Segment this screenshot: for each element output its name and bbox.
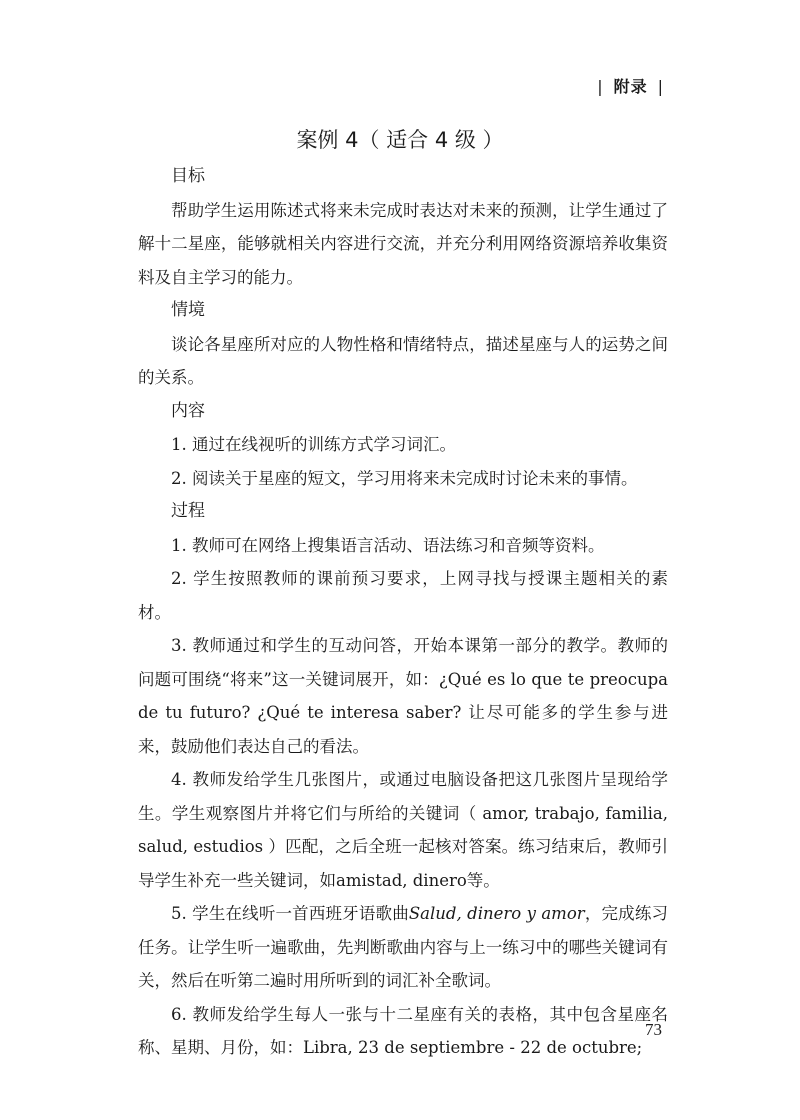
process-step-6: 6. 教师发给学生每人一张与十二星座有关的表格，其中包含星座名称、星期、月份，如：Libra, 23 de septiembre - 22 de octubre; xyxy=(138,1004,668,1057)
content-item-1: 1. 通过在线视听的训练方式学习词汇。 xyxy=(171,435,456,454)
running-header xyxy=(587,74,674,97)
goal-paragraph: 帮助学生运用陈述式将来未完成时表达对未来的预测，让学生通过了解十二星座，能够就相关内容进行交流，并充分利用网络资源培养收集资料及自主学习的能力。 xyxy=(138,200,668,287)
section-heading-process: 过程 xyxy=(171,501,205,521)
header-section-title: 附录 xyxy=(613,77,648,96)
step5-text-after: ，完成练习任务。让学生听一遍歌曲，先判断歌曲内容与上一练习中的哪些关键词有关，然后在听第二遍时用所听到的词汇补全歌词。 xyxy=(138,904,669,990)
section-heading-situation: 情境 xyxy=(171,300,205,320)
header-divider-right: | xyxy=(657,77,664,96)
situation-paragraph: 谈论各星座所对应的人物性格和情绪特点，描述星座与人的运势之间的关系。 xyxy=(138,334,668,387)
process-step-3: 3. 教师通过和学生的互动问答，开始本课第一部分的教学。教师的问题可围绕“将来”这一关键词展开，如：¿Qué es lo que te preocupa de tu futuro? ¿Qué te interesa saber? 让尽可能多的学生参与进来，鼓励他们表达自己的看法。 xyxy=(138,636,668,756)
process-step-2: 2. 学生按照教师的课前预习要求，上网寻找与授课主题相关的素材。 xyxy=(138,569,668,622)
process-step-4: 4. 教师发给学生几张图片，或通过电脑设备把这几张图片呈现给学生。学生观察图片并将它们与所给的关键词（ amor, trabajo, familia, salud, estudios ）匹配，之后全班一起核对答案。练习结束后，教师引导学生补充一些关键词，如amistad, dinero等。 xyxy=(138,770,668,890)
page-title: 案例 4（ 适合 4 级 ） xyxy=(296,128,504,152)
section-heading-content: 内容 xyxy=(171,400,205,421)
page-number: 73 xyxy=(645,1020,662,1039)
section-heading-goal: 目标 xyxy=(171,166,205,186)
content-item-2: 2. 阅读关于星座的短文，学习用将来未完成时讨论未来的事情。 xyxy=(171,468,638,488)
process-step-1: 1. 教师可在网络上搜集语言活动、语法练习和音频等资料。 xyxy=(171,535,605,555)
song-title: Salud, dinero y amor xyxy=(408,904,585,923)
process-step-5 xyxy=(138,897,668,998)
step5-text-before: 5. 学生在线听一首西班牙语歌曲 xyxy=(171,904,409,923)
header-divider-left: | xyxy=(597,77,604,96)
main-content xyxy=(138,160,668,1065)
